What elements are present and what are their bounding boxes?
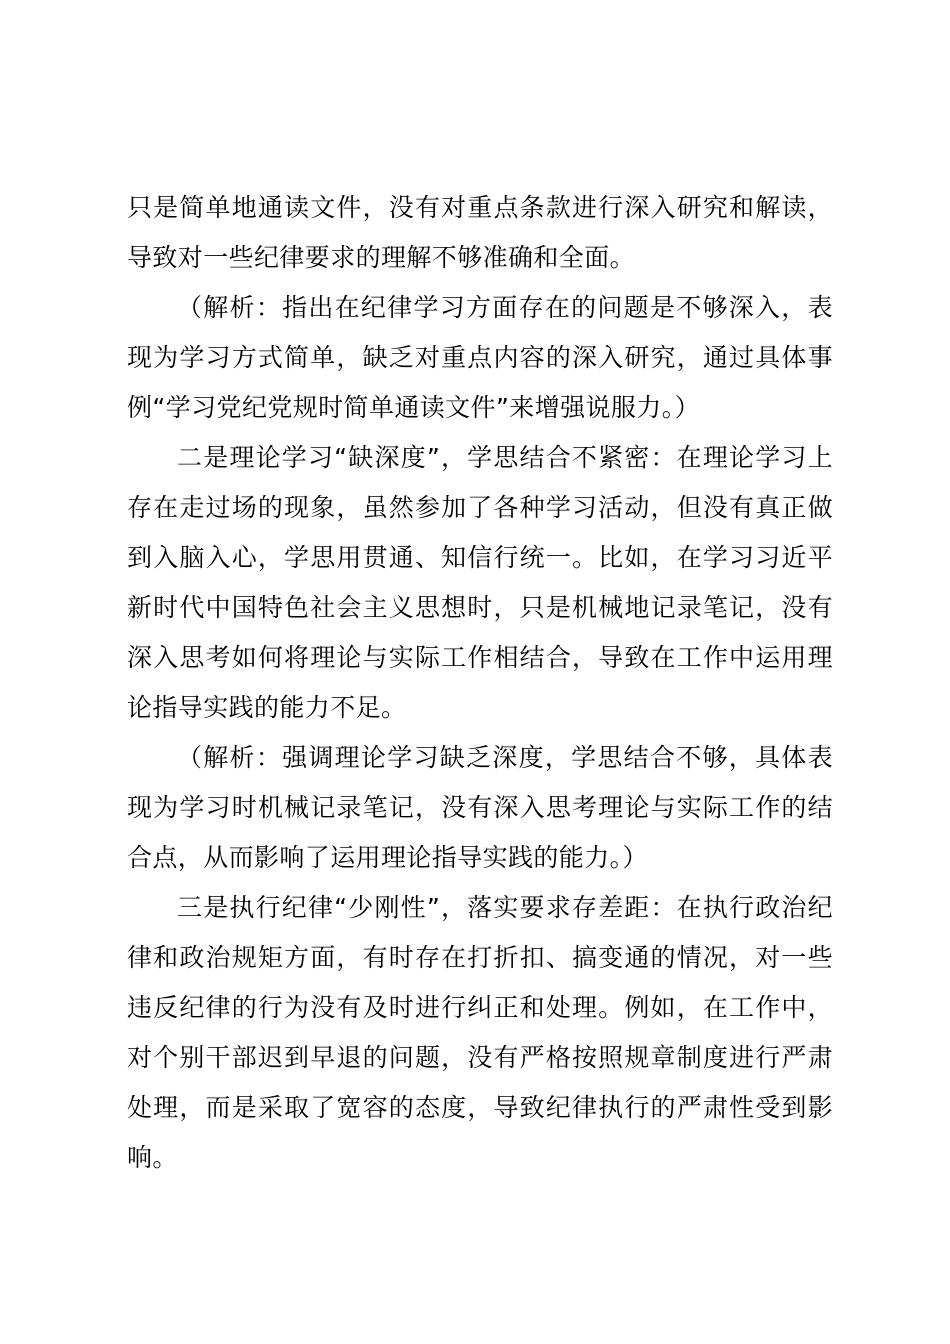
- document-body: [127, 183, 833, 1183]
- paragraph-analysis-2: （解析：强调理论学习缺乏深度，学思结合不够，具体表现为学习时机械记录笔记，没有深入思考理论与实际工作的结合点，从而影响了运用理论指导实践的能力。）: [127, 743, 833, 872]
- paragraph-continuation: 只是简单地通读文件，没有对重点条款进行深入研究和解读，导致对一些纪律要求的理解不够准确和全面。: [127, 193, 833, 272]
- paragraph-analysis-1: （解析：指出在纪律学习方面存在的问题是不够深入，表现为学习方式简单，缺乏对重点内容的深入研究，通过具体事例“学习党纪党规时简单通读文件”来增强说服力。）: [127, 293, 833, 422]
- paragraph-point-2: 二是理论学习“缺深度”，学思结合不紧密：在理论学习上存在走过场的现象，虽然参加了各种学习活动，但没有真正做到入脑入心，学思用贯通、知信行统一。比如，在学习习近平新时代中国特色社会主义思想时，只是机械地记录笔记，没有深入思考如何将理论与实际工作相结合，导致在工作中运用理论指导实践的能力不足。: [127, 443, 833, 722]
- paragraph-point-3: 三是执行纪律“少刚性”，落实要求存差距：在执行政治纪律和政治规矩方面，有时存在打折扣、搞变通的情况，对一些违反纪律的行为没有及时进行纠正和处理。例如，在工作中，对个别干部迟到早退的问题，没有严格按照规章制度进行严肃处理，而是采取了宽容的态度，导致纪律执行的严肃性受到影响。: [127, 893, 833, 1172]
